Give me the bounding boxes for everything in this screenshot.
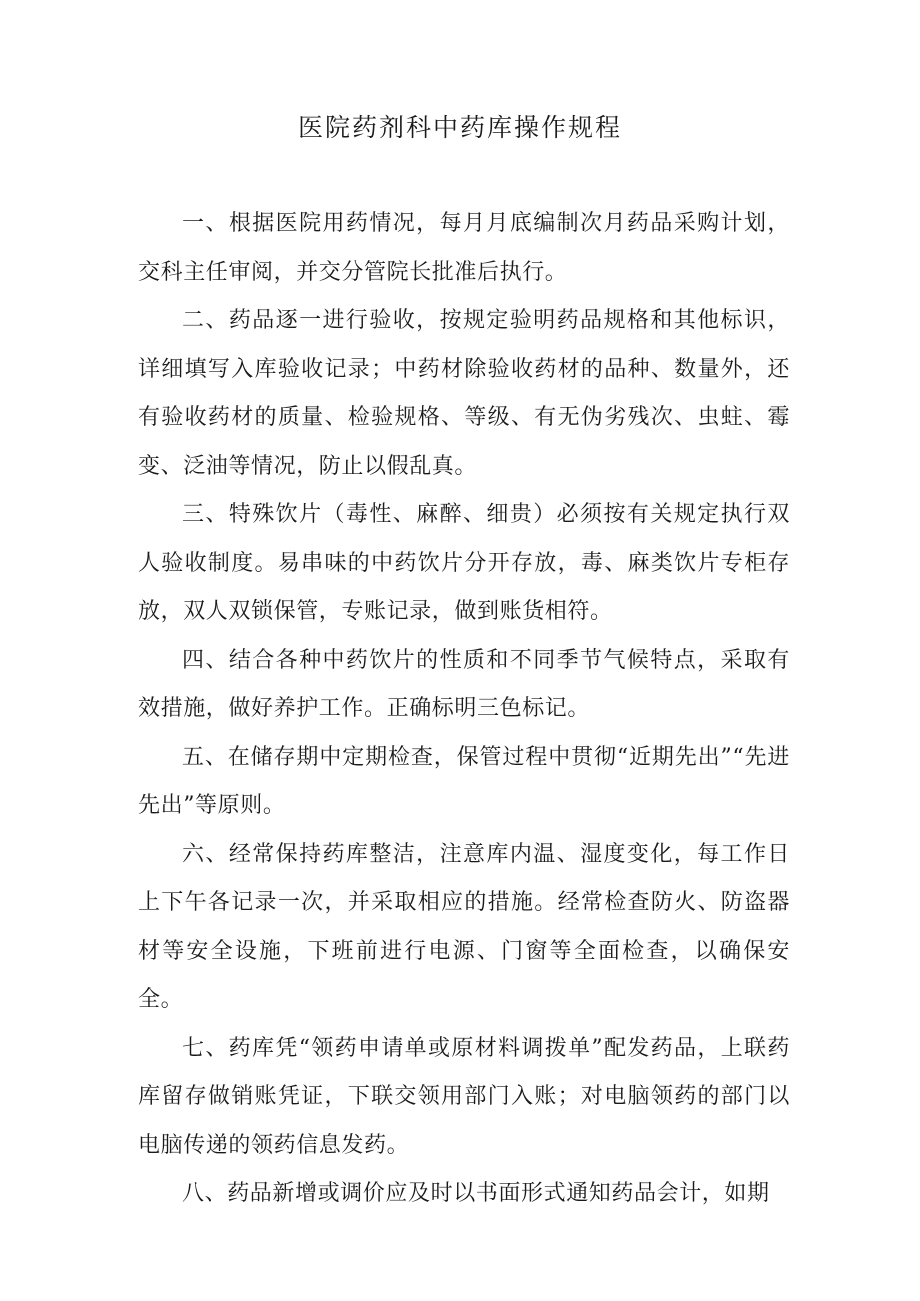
document-title: 医院药剂科中药库操作规程 [297, 113, 622, 142]
paragraph-7: 七、药库凭“领药申请单或原材料调拨单”配发药品，上联药库留存做销账凭证，下联交领用部门入账；对电脑领药的部门以电脑传递的领药信息发药。 [138, 1035, 790, 1158]
paragraph-1: 一、根据医院用药情况，每月月底编制次月药品采购计划，交科主任审阅，并交分管院长批准后执行。 [138, 211, 790, 285]
paragraph-3: 三、特殊饮片（毒性、麻醉、细贵）必须按有关规定执行双人验收制度。易串味的中药饮片分开存放，毒、麻类饮片专柜存放，双人双锁保管，专账记录，做到账货相符。 [138, 502, 790, 624]
paragraph-8: 八、药品新增或调价应及时以书面形式通知药品会计，如期 [182, 1181, 770, 1206]
paragraph-6: 六、经常保持药库整洁，注意库内温、湿度变化，每工作日上下午各记录一次，并采取相应的措施。经常检查防火、防盗器材等安全设施，下班前进行电源、门窗等全面检查，以确保安全。 [138, 841, 790, 1012]
paragraph-4: 四、结合各种中药饮片的性质和不同季节气候特点，采取有效措施，做好养护工作。正确标明三色标记。 [138, 647, 790, 721]
document-body [138, 200, 790, 1219]
paragraph-2: 二、药品逐一进行验收，按规定验明药品规格和其他标识，详细填写入库验收记录；中药材除验收药材的品种、数量外，还有验收药材的质量、检验规格、等级、有无伪劣残次、虫蛀、霉变、泛油等情况，防止以假乱真。 [138, 308, 790, 479]
paragraph-5: 五、在储存期中定期检查，保管过程中贯彻“近期先出”“先进先出”等原则。 [138, 744, 790, 818]
